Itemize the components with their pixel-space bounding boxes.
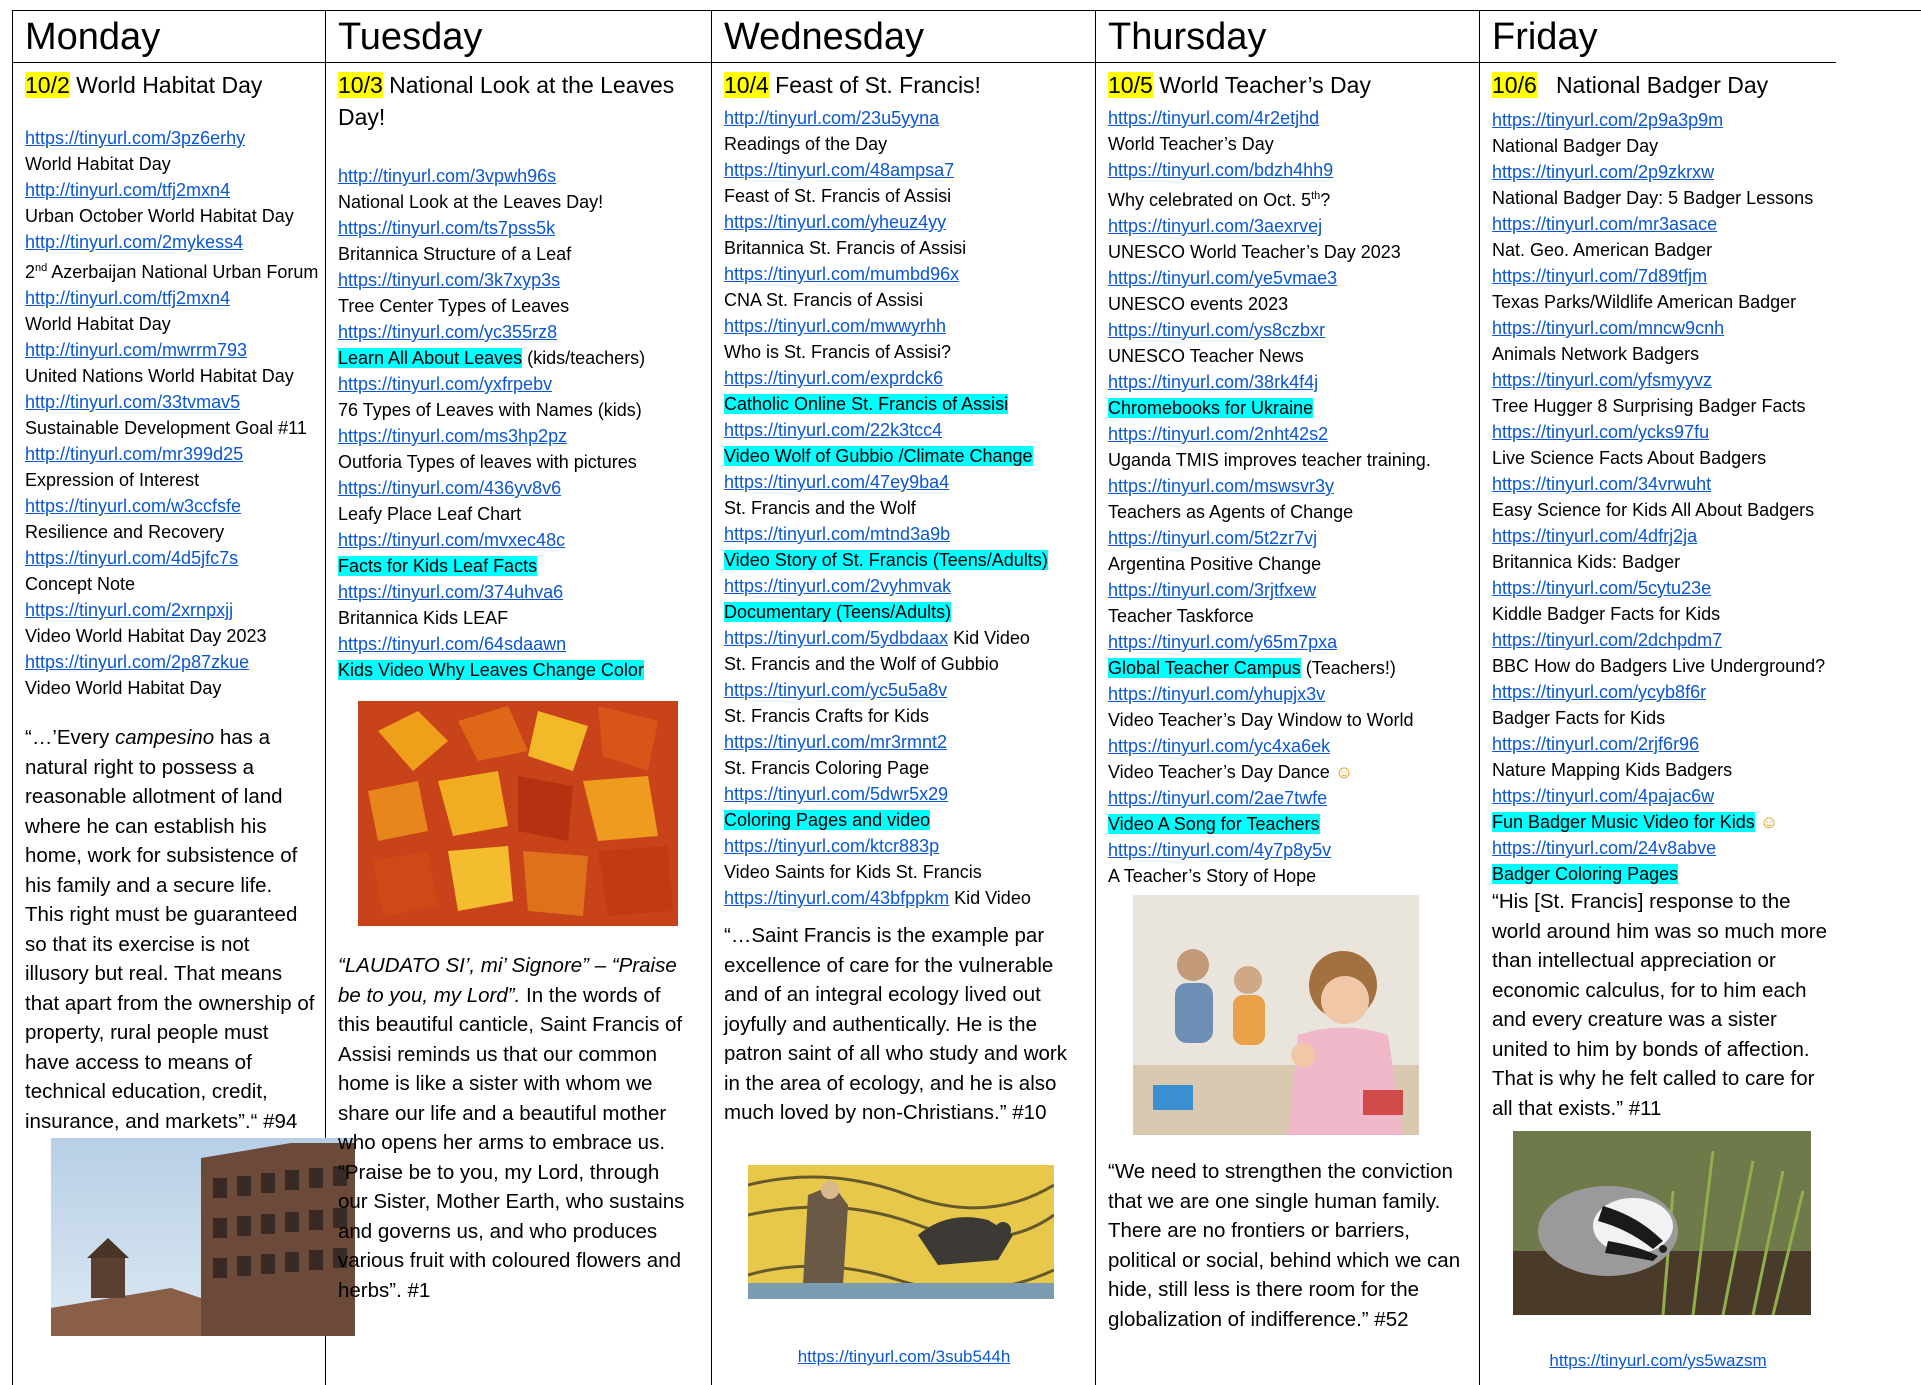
- resource-link[interactable]: https://tinyurl.com/yfsmyyvz: [1492, 370, 1713, 390]
- date-badge: 10/4: [724, 72, 769, 98]
- resource-desc: World Habitat Day: [25, 314, 171, 334]
- thursday-column: [1096, 11, 1480, 1385]
- resource-desc: Teacher Taskforce: [1108, 606, 1254, 626]
- resource-desc: Nat. Geo. American Badger: [1492, 240, 1713, 260]
- resource-link[interactable]: https://tinyurl.com/22k3tcc4: [724, 420, 943, 440]
- date-line: [724, 69, 1095, 101]
- resource-link[interactable]: http://tinyurl.com/mwrrm793: [25, 340, 248, 360]
- resource-desc: Video Teacher’s Day Dance ☺: [1108, 762, 1354, 782]
- day-header: Monday: [13, 11, 325, 63]
- resource-desc: Global Teacher Campus (Teachers!): [1108, 658, 1396, 678]
- resource-desc: National Badger Day: [1492, 136, 1659, 156]
- day-header: Tuesday: [326, 11, 711, 63]
- resource-link[interactable]: https://tinyurl.com/mr3rmnt2: [724, 732, 948, 752]
- resource-link[interactable]: https://tinyurl.com/4d5jfc7s: [25, 548, 239, 568]
- resource-link[interactable]: https://tinyurl.com/yc5u5a8v: [724, 680, 948, 700]
- event-title: World Teacher’s Day: [1159, 72, 1371, 98]
- event-title: National Badger Day: [1555, 72, 1769, 98]
- resource-link[interactable]: https://tinyurl.com/4y7p8y5v: [1108, 840, 1332, 860]
- resource-link[interactable]: https://tinyurl.com/2vyhmvak: [724, 576, 952, 596]
- resource-desc: Documentary (Teens/Adults): [724, 602, 952, 622]
- resource-desc: 76 Types of Leaves with Names (kids): [338, 400, 642, 420]
- resource-desc: St. Francis and the Wolf: [724, 498, 916, 518]
- date-badge: 10/2: [25, 72, 70, 98]
- resource-list: [1108, 105, 1479, 889]
- encyclical-quote: “We need to strengthen the conviction that we are one single human family. There are no frontiers or barriers, political or social, behind which we can hide, still less is there room for the globalization of indifference.” #52: [1108, 1160, 1461, 1331]
- resource-link[interactable]: https://tinyurl.com/mvxec48c: [338, 530, 566, 550]
- resource-desc: UNESCO events 2023: [1108, 294, 1289, 314]
- resource-link[interactable]: https://tinyurl.com/374uhva6: [338, 582, 564, 602]
- resource-link[interactable]: https://tinyurl.com/34vrwuht: [1492, 474, 1712, 494]
- resource-desc: Video Teacher’s Day Window to World: [1108, 710, 1414, 730]
- resource-link[interactable]: https://tinyurl.com/ys8czbxr: [1108, 320, 1326, 340]
- resource-desc: World Teacher’s Day: [1108, 134, 1274, 154]
- resource-link[interactable]: https://tinyurl.com/2p9a3p9m: [1492, 110, 1724, 130]
- resource-link[interactable]: https://tinyurl.com/3pz6erhy: [25, 128, 246, 148]
- day-header: Thursday: [1096, 11, 1479, 63]
- resource-list: [25, 125, 325, 701]
- resource-link[interactable]: https://tinyurl.com/4dfrj2ja: [1492, 526, 1698, 546]
- resource-link[interactable]: https://tinyurl.com/4r2etjhd: [1108, 108, 1320, 128]
- date-badge: 10/3: [338, 72, 383, 98]
- resource-link[interactable]: https://tinyurl.com/yheuz4yy: [724, 212, 947, 232]
- city-building-image: [51, 1138, 355, 1336]
- resource-desc: UNESCO World Teacher’s Day 2023: [1108, 242, 1401, 262]
- resource-link[interactable]: https://tinyurl.com/ycyb8f6r: [1492, 682, 1707, 702]
- event-title: Feast of St. Francis!: [775, 72, 981, 98]
- encyclical-quote: “…’Every campesino has a natural right to possess a reasonable allotment of land where he can establish his home, work for subsistence of his family and a secure life. This right must be guaranteed so that its exercise is not illusory but real. That means that apart from the ownership of property, rural people must have access to means of technical education, credit, insurance, and markets”.“ #94: [25, 726, 315, 1133]
- resource-link[interactable]: https://tinyurl.com/bdzh4hh9: [1108, 160, 1334, 180]
- resource-link[interactable]: https://tinyurl.com/ms3hp2pz: [338, 426, 568, 446]
- resource-link[interactable]: https://tinyurl.com/38rk4f4j: [1108, 372, 1319, 392]
- classroom-children-image: [1133, 895, 1419, 1135]
- resource-link[interactable]: https://tinyurl.com/24v8abve: [1492, 838, 1717, 858]
- st-francis-artwork: [748, 1165, 1054, 1299]
- resource-desc: BBC How do Badgers Live Underground?: [1492, 656, 1826, 676]
- resource-desc: Video A Song for Teachers: [1108, 814, 1320, 834]
- resource-link[interactable]: https://tinyurl.com/2p9zkrxw: [1492, 162, 1715, 182]
- monday-column: [13, 11, 326, 1385]
- resource-link[interactable]: https://tinyurl.com/mswsvr3y: [1108, 476, 1335, 496]
- weekly-calendar: [12, 10, 1921, 1385]
- resource-desc: St. Francis Coloring Page: [724, 758, 930, 778]
- resource-link[interactable]: https://tinyurl.com/3k7xyp3s: [338, 270, 561, 290]
- resource-link[interactable]: https://tinyurl.com/mtnd3a9b: [724, 524, 951, 544]
- friday-column: [1480, 11, 1836, 1385]
- resource-desc: Video World Habitat Day 2023: [25, 626, 267, 646]
- resource-link[interactable]: https://tinyurl.com/2nht42s2: [1108, 424, 1329, 444]
- resource-link[interactable]: https://tinyurl.com/5t2zr7vj: [1108, 528, 1318, 548]
- resource-desc: Feast of St. Francis of Assisi: [724, 186, 952, 206]
- event-title: National Look at the Leaves Day!: [338, 72, 675, 130]
- resource-link[interactable]: https://tinyurl.com/5cytu23e: [1492, 578, 1712, 598]
- wednesday-column: [712, 11, 1096, 1385]
- resource-desc: National Look at the Leaves Day!: [338, 192, 604, 212]
- resource-desc: A Teacher’s Story of Hope: [1108, 866, 1317, 886]
- date-badge: 10/5: [1108, 72, 1153, 98]
- resource-desc: Britannica St. Francis of Assisi: [724, 238, 967, 258]
- resource-desc: Live Science Facts About Badgers: [1492, 448, 1767, 468]
- resource-desc: Video World Habitat Day: [25, 678, 222, 698]
- resource-link[interactable]: http://tinyurl.com/23u5yyna: [724, 108, 940, 128]
- resource-desc: Why celebrated on Oct. 5th?: [1108, 190, 1331, 210]
- resource-link[interactable]: https://tinyurl.com/7d89tfjm: [1492, 266, 1708, 286]
- resource-desc: Outforia Types of leaves with pictures: [338, 452, 637, 472]
- resource-link[interactable]: https://tinyurl.com/mncw9cnh: [1492, 318, 1725, 338]
- resource-desc: Readings of the Day: [724, 134, 888, 154]
- resource-desc: Animals Network Badgers: [1492, 344, 1700, 364]
- resource-link[interactable]: https://tinyurl.com/2rjf6r96: [1492, 734, 1700, 754]
- resource-link[interactable]: https://tinyurl.com/ts7pss5k: [338, 218, 556, 238]
- resource-list: http://tinyurl.com/23u5yyna Readings of the Day https://tinyurl.com/48ampsa7 Feast of St. Francis of Assisi https://tinyurl.com/yheuz4yy Britannica St. Francis of Assisi https://tinyurl.com/mumbd96x CNA St. Francis of Assisi https://tinyurl.com/mwwyrhh Who is St. Francis of Assisi? https://tinyurl.com/exprdck6 Catholic Online St. Francis of Assisi https://tinyurl.com/22k3tcc4 Video Wolf of Gubbio /Climate Change https://tinyurl.com/47ey9ba4 St. Francis and the Wolf https://tinyurl.com/mtnd3a9b Video Story of St. Francis (Teens/Adults) https://tinyurl.com/2vyhmvak Documentary (Teens/Adults) https://tinyurl.com/5ydbdaax Kid Video St. Francis and the Wolf of Gubbio https://tinyurl.com/yc5u5a8v St. Francis Crafts for Kids https://tinyurl.com/mr3rmnt2 St. Francis Coloring Page https://tinyurl.com/5dwr5x29 Coloring Pages and video https://tinyurl.com/ktcr883p Video Saints for Kids St. Francis https://tinyurl.com/43bfppkm Kid Video: [724, 105, 1095, 911]
- event-title: World Habitat Day: [76, 72, 263, 98]
- resource-desc: Fun Badger Music Video for Kids ☺: [1492, 812, 1779, 832]
- resource-link[interactable]: https://tinyurl.com/yc4xa6ek: [1108, 736, 1331, 756]
- resource-link[interactable]: https://tinyurl.com/3rjtfxew: [1108, 580, 1317, 600]
- resource-link[interactable]: http://tinyurl.com/tfj2mxn4: [25, 180, 231, 200]
- resource-desc: Badger Facts for Kids: [1492, 708, 1666, 728]
- resource-desc: Nature Mapping Kids Badgers: [1492, 760, 1733, 780]
- resource-link[interactable]: https://tinyurl.com/ycks97fu: [1492, 422, 1710, 442]
- resource-link[interactable]: https://tinyurl.com/5dwr5x29: [724, 784, 949, 804]
- tuesday-column: [326, 11, 712, 1385]
- resource-link[interactable]: http://tinyurl.com/33tvmav5: [25, 392, 241, 412]
- resource-desc: Learn All About Leaves (kids/teachers): [338, 348, 646, 368]
- resource-link[interactable]: https://tinyurl.com/4pajac6w: [1492, 786, 1715, 806]
- resource-desc: National Badger Day: 5 Badger Lessons: [1492, 188, 1814, 208]
- resource-link[interactable]: http://tinyurl.com/3vpwh96s: [338, 166, 557, 186]
- image-source-link[interactable]: https://tinyurl.com/3sub544h: [797, 1347, 1011, 1366]
- encyclical-quote: “His [St. Francis] response to the world around him was so much more than intellectual appreciation or economic calculus, for to him each and every creature was a sister united to him by bonds of affection. That is why he felt called to care for all that exists.” #11: [1492, 890, 1827, 1120]
- resource-desc: Kids Video Why Leaves Change Color: [338, 660, 644, 680]
- resource-desc: Chromebooks for Ukraine: [1108, 398, 1314, 418]
- resource-desc: Tree Hugger 8 Surprising Badger Facts: [1492, 396, 1806, 416]
- resource-link[interactable]: https://tinyurl.com/yc355rz8: [338, 322, 558, 342]
- resource-link[interactable]: https://tinyurl.com/w3ccfsfe: [25, 496, 242, 516]
- resource-desc: Britannica Kids LEAF: [338, 608, 509, 628]
- resource-desc: Kiddle Badger Facts for Kids: [1492, 604, 1721, 624]
- resource-list: [1492, 107, 1836, 887]
- day-header: Friday: [1480, 11, 1836, 63]
- resource-desc: Video Story of St. Francis (Teens/Adults): [724, 550, 1048, 570]
- resource-desc: Easy Science for Kids All About Badgers: [1492, 500, 1815, 520]
- resource-desc: Facts for Kids Leaf Facts: [338, 556, 538, 576]
- resource-desc: United Nations World Habitat Day: [25, 366, 294, 386]
- resource-link[interactable]: https://tinyurl.com/ye5vmae3: [1108, 268, 1338, 288]
- resource-list: [338, 163, 711, 683]
- resource-link[interactable]: https://tinyurl.com/2p87zkue: [25, 652, 250, 672]
- resource-desc: Urban October World Habitat Day: [25, 206, 294, 226]
- encyclical-quote: “…Saint Francis is the example par excellence of care for the vulnerable and of an integral ecology lived out joyfully and authentically. He is the patron saint of all who study and work in the area of ecology, and he is also much loved by non-Christians.” #10: [724, 924, 1067, 1124]
- resource-desc: Who is St. Francis of Assisi?: [724, 342, 952, 362]
- resource-link[interactable]: http://tinyurl.com/mr399d25: [25, 444, 244, 464]
- resource-link[interactable]: https://tinyurl.com/ktcr883p: [724, 836, 940, 856]
- resource-link[interactable]: https://tinyurl.com/yxfrpebv: [338, 374, 553, 394]
- resource-desc: Uganda TMIS improves teacher training.: [1108, 450, 1431, 470]
- resource-link[interactable]: https://tinyurl.com/5ydbdaax: [724, 628, 949, 648]
- image-source-link[interactable]: https://tinyurl.com/ys5wazsm: [1549, 1351, 1767, 1370]
- resource-link[interactable]: https://tinyurl.com/3aexrvej: [1108, 216, 1323, 236]
- resource-link[interactable]: https://tinyurl.com/2dchpdm7: [1492, 630, 1723, 650]
- date-line: [25, 69, 325, 101]
- date-badge: 10/6: [1492, 72, 1537, 98]
- resource-link[interactable]: https://tinyurl.com/48ampsa7: [724, 160, 955, 180]
- resource-desc: Resilience and Recovery: [25, 522, 225, 542]
- resource-desc: Catholic Online St. Francis of Assisi: [724, 394, 1009, 414]
- resource-desc: Video Saints for Kids St. Francis: [724, 862, 982, 882]
- resource-link[interactable]: https://tinyurl.com/y65m7pxa: [1108, 632, 1338, 652]
- resource-link[interactable]: http://tinyurl.com/tfj2mxn4: [25, 288, 231, 308]
- resource-desc: World Habitat Day: [25, 154, 171, 174]
- resource-desc: Britannica Structure of a Leaf: [338, 244, 572, 264]
- resource-desc: Teachers as Agents of Change: [1108, 502, 1354, 522]
- resource-desc: Coloring Pages and video: [724, 810, 931, 830]
- resource-desc: Britannica Kids: Badger: [1492, 552, 1681, 572]
- resource-link[interactable]: https://tinyurl.com/43bfppkm: [724, 888, 950, 908]
- date-line: [338, 69, 698, 133]
- day-header: Wednesday: [712, 11, 1095, 63]
- encyclical-quote: “LAUDATO SI’, mi’ Signore” – “Praise be to you, my Lord”. In the words of this beautiful canticle, Saint Francis of Assisi reminds us that our common home is like a sister with whom we share our life and a beautiful mother who opens her arms to embrace us. “Praise be to you, my Lord, through our Sister, Mother Earth, who sustains and governs us, and who produces various fruit with coloured flowers and herbs”. #1: [338, 954, 685, 1302]
- autumn-leaves-image: [358, 701, 678, 926]
- resource-desc: 2nd Azerbaijan National Urban Forum: [25, 262, 319, 282]
- date-line: [1108, 69, 1479, 101]
- resource-link[interactable]: https://tinyurl.com/yhupjx3v: [1108, 684, 1326, 704]
- resource-link[interactable]: https://tinyurl.com/exprdck6: [724, 368, 944, 388]
- resource-desc: St. Francis and the Wolf of Gubbio: [724, 654, 999, 674]
- resource-desc: Sustainable Development Goal #11: [25, 418, 307, 438]
- resource-desc: Leafy Place Leaf Chart: [338, 504, 522, 524]
- resource-desc: Badger Coloring Pages: [1492, 864, 1679, 884]
- resource-link[interactable]: https://tinyurl.com/mr3asace: [1492, 214, 1718, 234]
- resource-desc: Concept Note: [25, 574, 136, 594]
- smiley-icon: ☺: [1334, 762, 1354, 782]
- resource-desc: Expression of Interest: [25, 470, 200, 490]
- resource-link[interactable]: https://tinyurl.com/64sdaawn: [338, 634, 567, 654]
- resource-link[interactable]: https://tinyurl.com/2xrnpxjj: [25, 600, 234, 620]
- resource-desc: Tree Center Types of Leaves: [338, 296, 570, 316]
- resource-desc: Video Wolf of Gubbio /Climate Change: [724, 446, 1033, 466]
- resource-link[interactable]: https://tinyurl.com/mumbd96x: [724, 264, 960, 284]
- date-line: [1492, 69, 1836, 101]
- smiley-icon: ☺: [1759, 812, 1779, 832]
- resource-link[interactable]: https://tinyurl.com/47ey9ba4: [724, 472, 950, 492]
- resource-desc: Argentina Positive Change: [1108, 554, 1322, 574]
- resource-link[interactable]: https://tinyurl.com/436yv8v6: [338, 478, 562, 498]
- resource-link[interactable]: https://tinyurl.com/mwwyrhh: [724, 316, 947, 336]
- resource-desc: Texas Parks/Wildlife American Badger: [1492, 292, 1797, 312]
- resource-link[interactable]: https://tinyurl.com/2ae7twfe: [1108, 788, 1328, 808]
- resource-desc: St. Francis Crafts for Kids: [724, 706, 930, 726]
- resource-link[interactable]: http://tinyurl.com/2mykess4: [25, 232, 244, 252]
- resource-desc: CNA St. Francis of Assisi: [724, 290, 924, 310]
- badger-image: [1513, 1131, 1811, 1315]
- resource-desc: UNESCO Teacher News: [1108, 346, 1304, 366]
